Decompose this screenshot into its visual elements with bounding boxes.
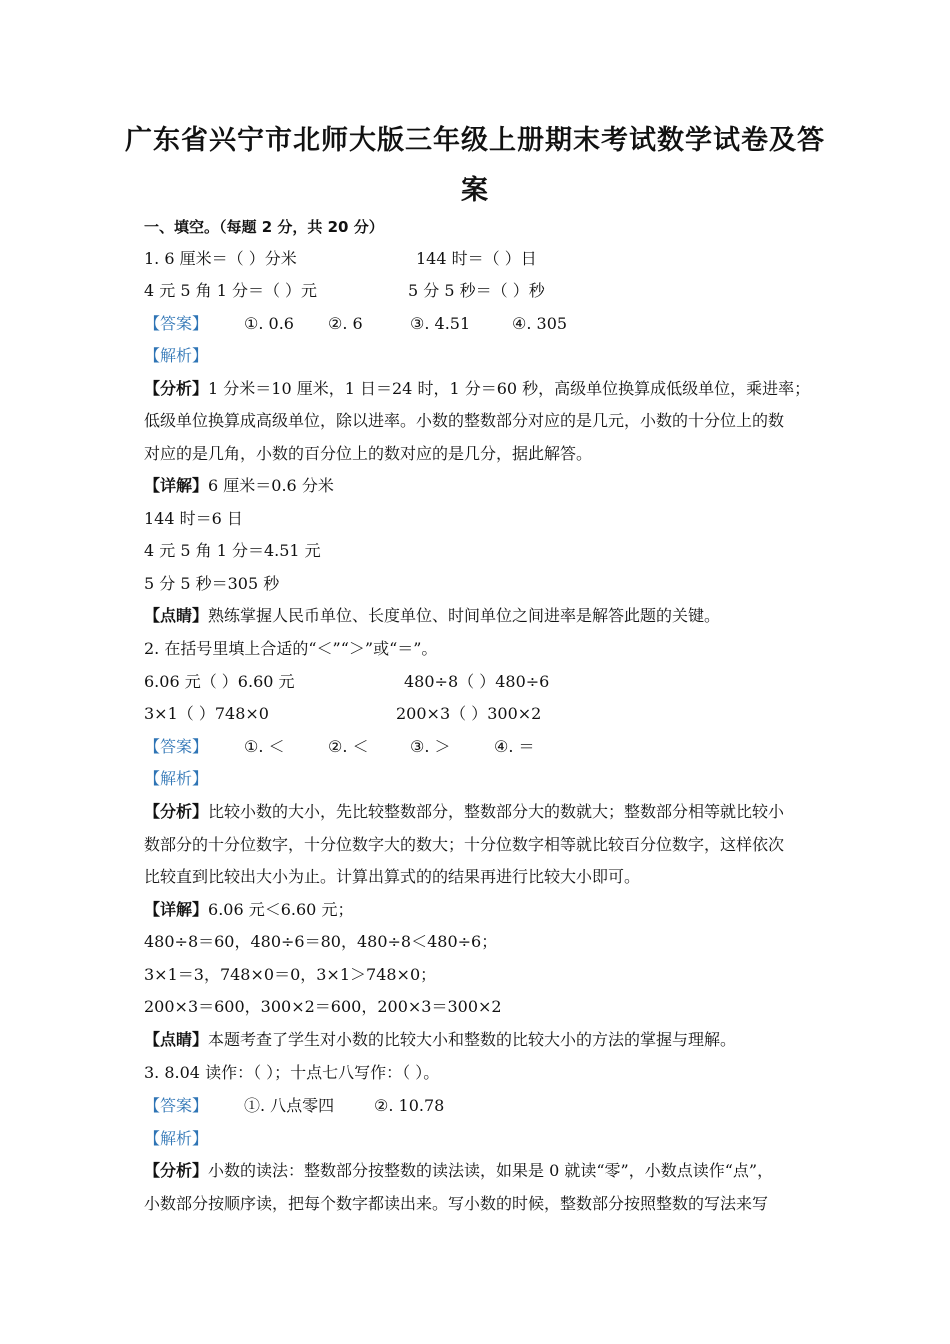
analysis-tag: 【解析】 (144, 769, 209, 788)
dianjing-tag: 【点睛】 (144, 1030, 209, 1049)
analysis-tag: 【解析】 (144, 346, 209, 365)
q2-answer-2: ②. ＜ (328, 737, 369, 756)
q3-answer-2: ②. 10.78 (374, 1096, 445, 1115)
fenxi-tag: 【分析】 (144, 802, 209, 821)
q1-answer-2: ②. 6 (328, 314, 363, 333)
q2-blank-4: 200×3（ ）300×2 (396, 704, 542, 723)
q1-xiangjie-4: 5 分 5 秒＝305 秒 (144, 574, 280, 593)
q1-xiangjie-1 (144, 475, 334, 497)
answer-tag: 【答案】 (144, 737, 209, 756)
fenxi-text: 比较小数的大小，先比较整数部分，整数部分大的数就大；整数部分相等就比较小 (208, 802, 785, 821)
q3-fenxi-1 (144, 1160, 773, 1182)
q1-blank-3: 4 元 5 角 1 分＝（ ）元 (144, 281, 318, 300)
analysis-tag: 【解析】 (144, 1129, 209, 1148)
fenxi-text: 1 分米＝10 厘米，1 日＝24 时，1 分＝60 秒，高级单位换算成低级单位，乘进率； (208, 379, 811, 398)
q1-answer-4: ④. 305 (512, 314, 568, 333)
q3-stem: 3. 8.04 读作：（ ）；十点七八写作：（ ）。 (144, 1063, 440, 1082)
q2-dianjing (144, 1029, 736, 1051)
q1-fenxi-3: 对应的是几角，小数的百分位上的数对应的是几分，据此解答。 (144, 444, 593, 463)
xiangjie-tag: 【详解】 (144, 476, 209, 495)
q2-answer-1: ①. ＜ (244, 737, 285, 756)
q2-fenxi-2: 数部分的十分位数字，十分位数字大的数大；十分位数字相等就比较百分位数字，这样依次 (144, 835, 785, 854)
xiangjie-text: 6 厘米＝0.6 分米 (208, 476, 334, 495)
q1-dianjing (144, 605, 720, 627)
dianjing-tag: 【点睛】 (144, 606, 209, 625)
q2-xiangjie-1 (144, 899, 353, 921)
q1-blank-4: 5 分 5 秒＝（ ）秒 (408, 281, 545, 300)
q2-xiangjie-3: 3×1＝3，748×0＝0，3×1＞748×0； (144, 965, 437, 984)
q2-answer-3: ③. ＞ (410, 737, 451, 756)
q2-fenxi-1 (144, 801, 784, 823)
q2-blank-3: 3×1（ ）748×0 (144, 704, 269, 723)
q3-fenxi-2: 小数部分按顺序读，把每个数字都读出来。写小数的时候，整数部分按照整数的写法来写 (144, 1194, 769, 1213)
dianjing-text: 熟练掌握人民币单位、长度单位、时间单位之间进率是解答此题的关键。 (208, 606, 721, 625)
q2-xiangjie-4: 200×3＝600，300×2＝600，200×3＝300×2 (144, 997, 502, 1016)
answer-tag: 【答案】 (144, 1096, 209, 1115)
q1-fenxi-1 (144, 378, 810, 400)
page-title-line-1: 广东省兴宁市北师大版三年级上册期末考试数学试卷及答 (125, 125, 825, 156)
q2-stem: 2. 在括号里填上合适的“＜”“＞”或“＝”。 (144, 639, 438, 658)
q1-blank-1: 1. 6 厘米＝（ ）分米 (144, 249, 297, 268)
q1-blank-2: 144 时＝（ ）日 (416, 249, 537, 268)
answer-tag: 【答案】 (144, 314, 209, 333)
fenxi-tag: 【分析】 (144, 1161, 209, 1180)
q1-answer-1: ①. 0.6 (244, 314, 294, 333)
xiangjie-text: 6.06 元＜6.60 元； (208, 900, 354, 919)
section-heading: 一、填空。（每题 2 分，共 20 分） (144, 218, 384, 236)
fenxi-tag: 【分析】 (144, 379, 209, 398)
q2-xiangjie-2: 480÷8＝60，480÷6＝80，480÷8＜480÷6； (144, 932, 498, 951)
q2-answer-4: ④. ＝ (494, 737, 535, 756)
page-title-line-2: 案 (461, 175, 489, 206)
q3-answer-1: ①. 八点零四 (244, 1096, 335, 1115)
xiangjie-tag: 【详解】 (144, 900, 209, 919)
q1-xiangjie-3: 4 元 5 角 1 分＝4.51 元 (144, 541, 321, 560)
dianjing-text: 本题考查了学生对小数的比较大小和整数的比较大小的方法的掌握与理解。 (208, 1030, 737, 1049)
q2-blank-2: 480÷8（ ）480÷6 (404, 672, 550, 691)
fenxi-text: 小数的读法：整数部分按整数的读法读，如果是 0 就读“零”，小数点读作“点”， (208, 1161, 774, 1180)
q1-xiangjie-2: 144 时＝6 日 (144, 509, 243, 528)
q1-answer-3: ③. 4.51 (410, 314, 471, 333)
q1-fenxi-2: 低级单位换算成高级单位，除以进率。小数的整数部分对应的是几元，小数的十分位上的数 (144, 411, 785, 430)
q2-blank-1: 6.06 元（ ）6.60 元 (144, 672, 295, 691)
q2-fenxi-3: 比较直到比较出大小为止。计算出算式的的结果再进行比较大小即可。 (144, 867, 641, 886)
